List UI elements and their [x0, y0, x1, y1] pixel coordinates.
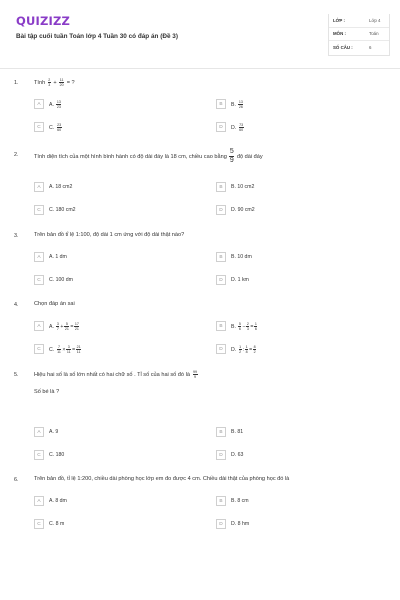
fraction: [56, 322, 59, 331]
option-c[interactable]: [34, 275, 73, 285]
option-box[interactable]: C: [34, 122, 44, 132]
operator: −: [242, 323, 246, 330]
option-c[interactable]: [34, 122, 63, 132]
denominator: 21: [64, 326, 69, 331]
fraction: [242, 344, 248, 354]
numerator: 23: [57, 122, 62, 127]
denominator: 23: [56, 104, 61, 109]
option-b[interactable]: [216, 321, 258, 331]
fraction: [64, 322, 69, 331]
question-text-prefix: Tính: [34, 79, 46, 86]
numerator: 13: [56, 99, 61, 104]
option-prefix: A.: [49, 101, 54, 108]
option-d[interactable]: [216, 519, 249, 529]
option-box[interactable]: D: [216, 450, 226, 460]
option-box[interactable]: D: [216, 519, 226, 529]
option-box[interactable]: D: [216, 122, 226, 132]
question-text: Trên bản đồ tỉ lệ 1:100, độ dài 1 cm ứng với độ dài thật nào?: [34, 232, 185, 238]
numerator: 5: [238, 321, 241, 326]
denominator: 20: [59, 83, 64, 87]
option-text: A. 18 cm2: [49, 184, 73, 190]
option-text: [49, 100, 62, 109]
option-a[interactable]: [34, 182, 72, 192]
option-text: [231, 345, 257, 354]
denominator: 2: [239, 349, 242, 354]
option-text: C. 180 cm2: [49, 207, 76, 213]
worksheet-title: Bài tập cuối tuần Toán lớp 4 Tuần 30 có đáp án (Đề 3): [16, 33, 178, 40]
equals: =: [72, 346, 76, 353]
option-box[interactable]: A: [34, 321, 44, 331]
option-text: D. 1 km: [231, 277, 249, 283]
option-b[interactable]: [216, 496, 249, 506]
question-number: 6.: [14, 477, 19, 483]
denominator: 26: [238, 104, 243, 109]
operator: ×: [62, 346, 66, 353]
option-prefix: B.: [231, 101, 236, 108]
question-text: [34, 78, 75, 87]
option-box[interactable]: A: [34, 427, 44, 437]
question-text: [34, 370, 199, 379]
numerator: 99: [193, 370, 198, 374]
fraction: [246, 322, 249, 331]
option-text: [231, 123, 245, 132]
fraction: [193, 370, 198, 379]
fraction: [74, 322, 79, 331]
option-box[interactable]: B: [216, 99, 226, 109]
denominator: 60: [57, 127, 62, 132]
question-text: [34, 148, 263, 165]
numerator: 2: [48, 78, 51, 82]
option-box[interactable]: A: [34, 496, 44, 506]
option-prefix: A.: [49, 323, 54, 330]
denominator: 8: [245, 349, 248, 354]
option-box[interactable]: C: [34, 450, 44, 460]
option-text: [49, 322, 80, 331]
denominator: 6: [254, 326, 257, 331]
fraction: [56, 100, 61, 109]
numerator: 3: [56, 321, 59, 326]
header-divider: [0, 68, 400, 69]
numerator: 21: [76, 344, 81, 349]
option-text: [231, 100, 244, 109]
fraction: [59, 78, 64, 87]
option-d[interactable]: [216, 275, 249, 285]
question-text: Chọn đáp án sai: [34, 301, 75, 307]
option-c[interactable]: [34, 519, 64, 529]
operator: +: [53, 79, 57, 86]
denominator: 3: [48, 83, 51, 87]
option-box[interactable]: B: [216, 496, 226, 506]
option-text: [231, 322, 258, 331]
option-text: C. 8 m: [49, 521, 65, 527]
numerator: 1: [254, 321, 257, 326]
option-box[interactable]: D: [216, 344, 226, 354]
option-prefix: C.: [49, 124, 55, 131]
fraction: [48, 78, 51, 87]
option-a[interactable]: [34, 321, 80, 331]
option-box[interactable]: C: [34, 205, 44, 215]
quizizz-logo: QUIZIZZ: [16, 14, 71, 28]
denominator: 11: [66, 349, 71, 354]
meta-label: LỚP :: [333, 17, 345, 23]
question-text-suffix: = ?: [66, 79, 75, 86]
equals: =: [249, 346, 253, 353]
option-box[interactable]: D: [216, 205, 226, 215]
option-text: A. 9: [49, 429, 59, 435]
option-box[interactable]: B: [216, 321, 226, 331]
numerator: 5: [65, 321, 68, 326]
numerator: 1: [245, 344, 248, 349]
fraction: [238, 322, 241, 331]
option-text: D. 63: [231, 452, 244, 458]
option-box[interactable]: C: [34, 519, 44, 529]
denominator: 6: [238, 326, 241, 331]
option-b[interactable]: [216, 427, 243, 437]
option-text: [49, 123, 63, 132]
meta-value: Lớp 4: [369, 17, 381, 23]
option-text: [49, 345, 82, 354]
fraction: [238, 100, 243, 109]
option-text: B. 81: [231, 429, 244, 435]
option-b[interactable]: [216, 252, 252, 262]
fraction: [57, 123, 62, 132]
option-b[interactable]: [216, 182, 254, 192]
denominator: 9: [229, 157, 234, 164]
denominator: 11: [57, 349, 61, 354]
option-a[interactable]: [34, 427, 58, 437]
option-text: B. 10 dm: [231, 254, 252, 260]
fraction: [254, 322, 257, 331]
question-text-prefix: Hiệu hai số là số lớn nhất có hai chữ số . Tỉ số của hai số đó là: [34, 371, 190, 378]
option-text: A. 8 dm: [49, 498, 67, 504]
option-box[interactable]: D: [216, 275, 226, 285]
numerator: 3: [67, 344, 70, 349]
question-number: 2.: [14, 152, 19, 158]
equals: =: [70, 323, 74, 330]
option-box[interactable]: B: [216, 427, 226, 437]
option-text: B. 10 cm2: [231, 184, 255, 190]
fraction: [76, 345, 81, 354]
option-box[interactable]: C: [34, 275, 44, 285]
option-c[interactable]: [34, 344, 82, 354]
option-box[interactable]: A: [34, 99, 44, 109]
question-number: 5.: [14, 372, 19, 378]
operator: +: [60, 323, 64, 330]
question-text-suffix: độ dài đáy: [236, 153, 263, 160]
numerator: 11: [59, 78, 64, 82]
denominator: 3: [246, 326, 249, 331]
denominator: 11: [76, 349, 81, 354]
option-b[interactable]: [216, 99, 244, 109]
question-number: 4.: [14, 302, 19, 308]
option-a[interactable]: [34, 99, 62, 109]
operator: :: [242, 346, 245, 353]
option-prefix: C.: [49, 346, 55, 353]
option-box[interactable]: A: [34, 252, 44, 262]
numerator: 1: [239, 344, 242, 349]
numerator: 17: [74, 321, 79, 326]
denominator: 9: [194, 375, 197, 379]
option-box[interactable]: B: [216, 182, 226, 192]
option-d[interactable]: [216, 122, 245, 132]
meta-table: [328, 14, 390, 56]
meta-value: 6: [369, 45, 372, 51]
question-text: Trên bản đồ, tỉ lệ 1:200, chiều dài phòng học lớp em đo được 4 cm. Chiều dài thật của phòng học đó là: [34, 476, 290, 482]
option-text: A. 1 dm: [49, 254, 67, 260]
meta-row-subject: [329, 28, 389, 42]
numerator: 2: [246, 321, 249, 326]
numerator: 73: [239, 122, 244, 127]
option-prefix: D.: [231, 346, 237, 353]
fraction: [239, 344, 245, 354]
numerator: 5: [229, 148, 234, 155]
denominator: 21: [74, 326, 79, 331]
fraction: [57, 345, 62, 354]
meta-label: SỐ CÂU :: [333, 45, 353, 51]
option-prefix: D.: [231, 124, 237, 131]
denominator: 2: [253, 349, 256, 354]
option-c[interactable]: [34, 205, 76, 215]
numerator: 7: [58, 344, 60, 349]
option-d[interactable]: [216, 344, 257, 354]
option-d[interactable]: [216, 205, 255, 215]
option-box[interactable]: A: [34, 182, 44, 192]
option-text: C. 100 dm: [49, 277, 73, 283]
question-text-line2: Số bé là ?: [34, 389, 60, 395]
option-text: D. 90 cm2: [231, 207, 255, 213]
option-box[interactable]: B: [216, 252, 226, 262]
option-text: C. 180: [49, 452, 65, 458]
option-d[interactable]: [216, 450, 243, 460]
meta-label: MÔN :: [333, 31, 346, 37]
fraction: [66, 345, 71, 354]
fraction: [253, 345, 256, 354]
worksheet-header: [0, 0, 400, 62]
fraction: [239, 123, 244, 132]
denominator: 7: [56, 326, 59, 331]
option-prefix: B.: [231, 323, 236, 330]
option-box[interactable]: C: [34, 344, 44, 354]
numerator: 8: [253, 344, 256, 349]
option-text: D. 8 hm: [231, 521, 250, 527]
option-c[interactable]: [34, 450, 64, 460]
numerator: 13: [238, 99, 243, 104]
meta-value: Toán: [369, 31, 379, 37]
option-a[interactable]: [34, 252, 67, 262]
option-text: B. 8 cm: [231, 498, 249, 504]
question-number: 3.: [14, 233, 19, 239]
fraction: [229, 148, 234, 165]
question-number: 1.: [14, 80, 19, 86]
meta-row-count: [329, 41, 389, 55]
meta-row-class: [329, 14, 389, 28]
question-text-prefix: Tính diện tích của một hình bình hành có độ dài đáy là 18 cm, chiều cao bằng: [34, 153, 227, 160]
option-a[interactable]: [34, 496, 67, 506]
denominator: 60: [239, 127, 244, 132]
equals: =: [250, 323, 254, 330]
